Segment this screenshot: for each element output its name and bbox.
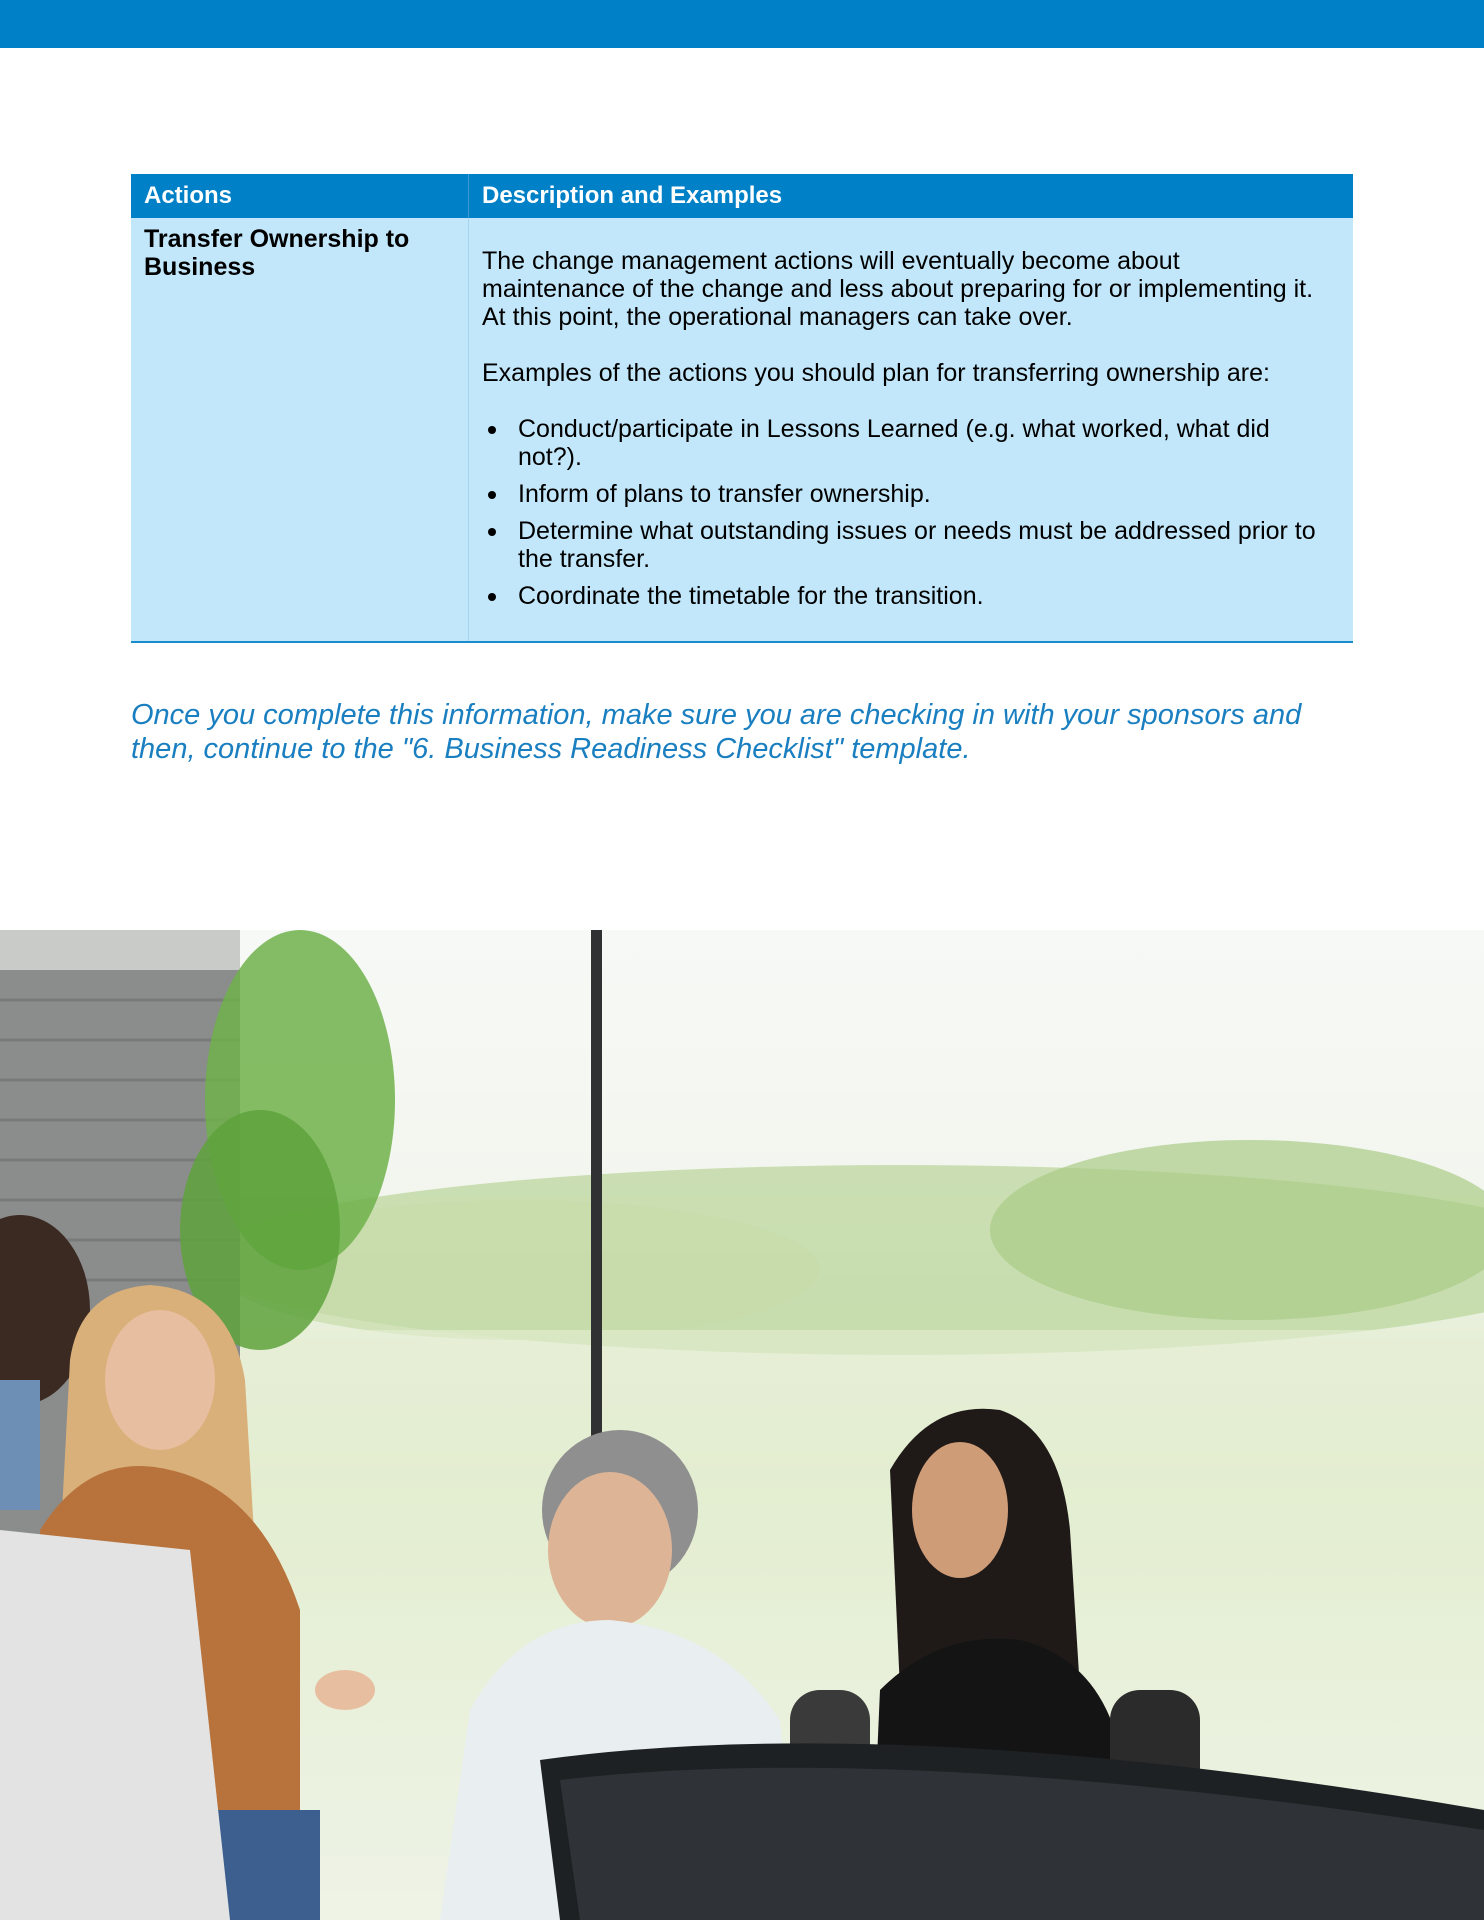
table-header-row [131, 174, 1353, 218]
description-paragraph: The change management actions will eventually become about maintenance of the change and less about preparing for or implementing it. At this point, the operational managers can take over. [482, 247, 1314, 331]
list-item-text: Determine what outstanding issues or needs must be addressed prior to the transfer. [518, 517, 1316, 573]
list-item-text: Coordinate the timetable for the transition. [518, 582, 984, 610]
closing-note: Once you complete this information, make sure you are checking in with your sponsors and then, continue to the "6. Business Readiness Checklist" template. [131, 699, 1302, 765]
table-row [131, 218, 1353, 642]
bullet-icon [488, 491, 496, 499]
list-item-text: Conduct/participate in Lessons Learned (e.g. what worked, what did not?). [518, 415, 1270, 471]
actions-table [131, 174, 1353, 643]
list-item-text: Inform of plans to transfer ownership. [518, 480, 931, 508]
header-description: Description and Examples [469, 174, 1354, 218]
action-description [469, 218, 1354, 642]
bullet-icon [488, 593, 496, 601]
list-item [482, 480, 1323, 508]
bullet-icon [488, 426, 496, 434]
list-item [482, 415, 1323, 471]
bullet-icon [488, 528, 496, 536]
list-item [482, 517, 1323, 573]
list-item [482, 582, 1323, 610]
top-brand-band [0, 0, 1484, 48]
examples-intro: Examples of the actions you should plan for transferring ownership are: [482, 359, 1270, 387]
team-meeting-photo [0, 930, 1484, 1920]
team-meeting-illustration [0, 930, 1484, 1920]
action-name: Transfer Ownership to Business [131, 218, 469, 642]
examples-list [482, 415, 1323, 610]
header-actions: Actions [131, 174, 469, 218]
